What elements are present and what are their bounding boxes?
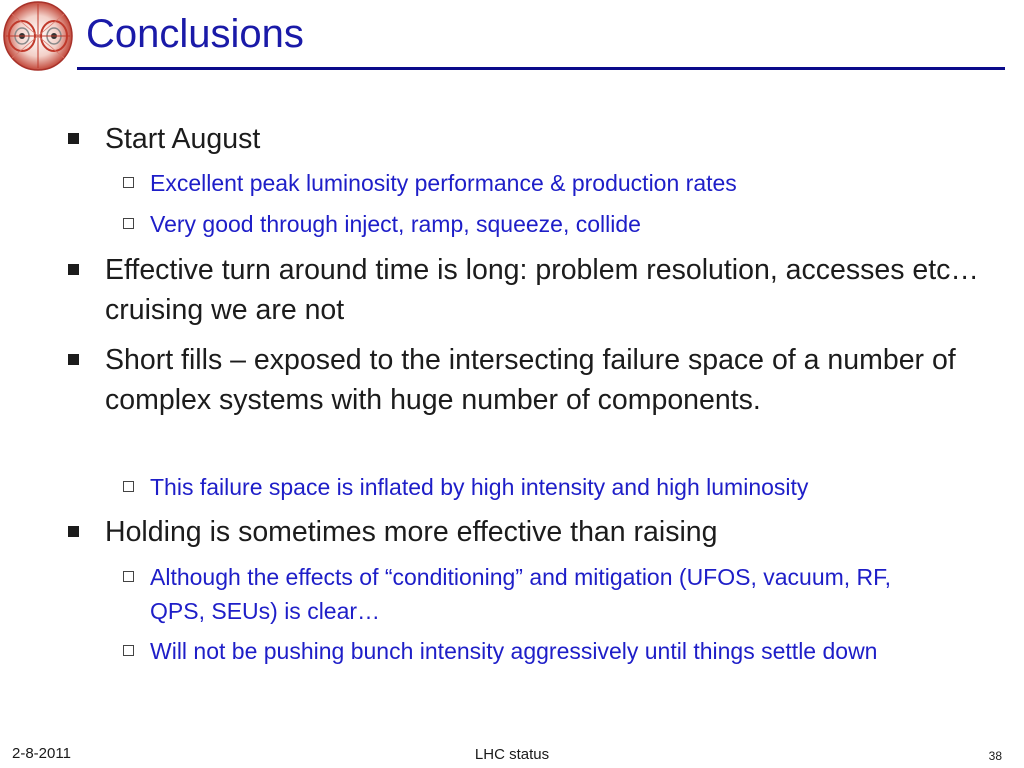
hollow-square-bullet-icon	[123, 218, 134, 229]
footer-date: 2-8-2011	[12, 745, 71, 762]
hollow-square-bullet-icon	[123, 177, 134, 188]
square-bullet-icon	[68, 354, 79, 365]
hollow-square-bullet-icon	[123, 645, 134, 656]
sub-bullet-item: Although the effects of “conditioning” and mitigation (UFOS, vacuum, RF, QPS, SEUs) is clear…	[150, 560, 930, 628]
page-number: 38	[988, 749, 1002, 763]
sub-bullet-item: Will not be pushing bunch intensity aggressively until things settle down	[150, 634, 910, 668]
square-bullet-icon	[68, 133, 79, 144]
sub-bullet-item: Very good through inject, ramp, squeeze, collide	[150, 207, 970, 241]
sub-bullet-item: This failure space is inflated by high intensity and high luminosity	[150, 470, 970, 504]
footer-title: LHC status	[474, 746, 550, 763]
bullet-item: Start August	[105, 119, 985, 159]
sub-bullet-item: Excellent peak luminosity performance & production rates	[150, 166, 970, 200]
square-bullet-icon	[68, 264, 79, 275]
slide-title: Conclusions	[86, 12, 304, 56]
bullet-item: Effective turn around time is long: problem resolution, accesses etc…cruising we are not	[105, 250, 985, 330]
bullet-item: Short fills – exposed to the intersecting failure space of a number of complex systems with huge number of components.	[105, 340, 985, 420]
square-bullet-icon	[68, 526, 79, 537]
hollow-square-bullet-icon	[123, 571, 134, 582]
bullet-item: Holding is sometimes more effective than raising	[105, 512, 985, 552]
hollow-square-bullet-icon	[123, 481, 134, 492]
